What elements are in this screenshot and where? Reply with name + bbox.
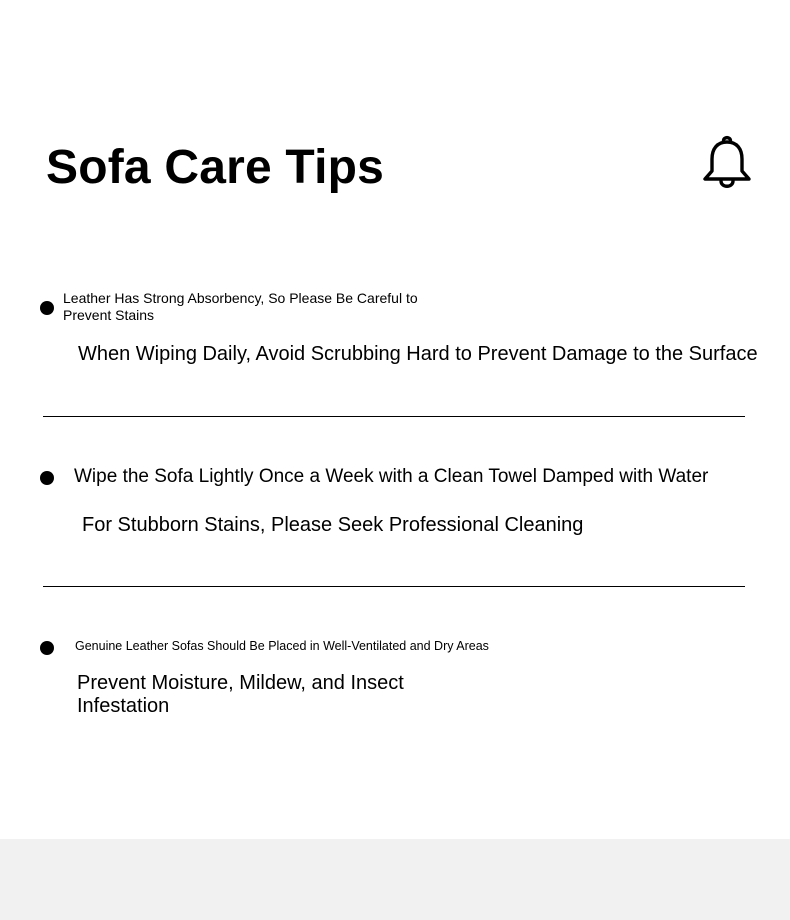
tip-heading: Wipe the Sofa Lightly Once a Week with a Clean Towel Damped with Water (74, 466, 709, 487)
page-title: Sofa Care Tips (46, 141, 385, 194)
divider (43, 416, 745, 417)
tip-detail: When Wiping Daily, Avoid Scrubbing Hard to Prevent Damage to the Surface (78, 343, 758, 365)
tip-bullet (40, 471, 54, 485)
tip-detail: Prevent Moisture, Mildew, and Insect Infestation (77, 672, 404, 717)
bell-icon[interactable] (702, 135, 752, 188)
tip-heading: Leather Has Strong Absorbency, So Please Be Careful to Prevent Stains (63, 290, 418, 323)
tip-detail: For Stubborn Stains, Please Seek Professional Cleaning (82, 514, 584, 536)
tip-bullet (40, 641, 54, 655)
tip-bullet (40, 301, 54, 315)
divider (43, 586, 745, 587)
tip-heading: Genuine Leather Sofas Should Be Placed in Well-Ventilated and Dry Areas (75, 639, 489, 653)
